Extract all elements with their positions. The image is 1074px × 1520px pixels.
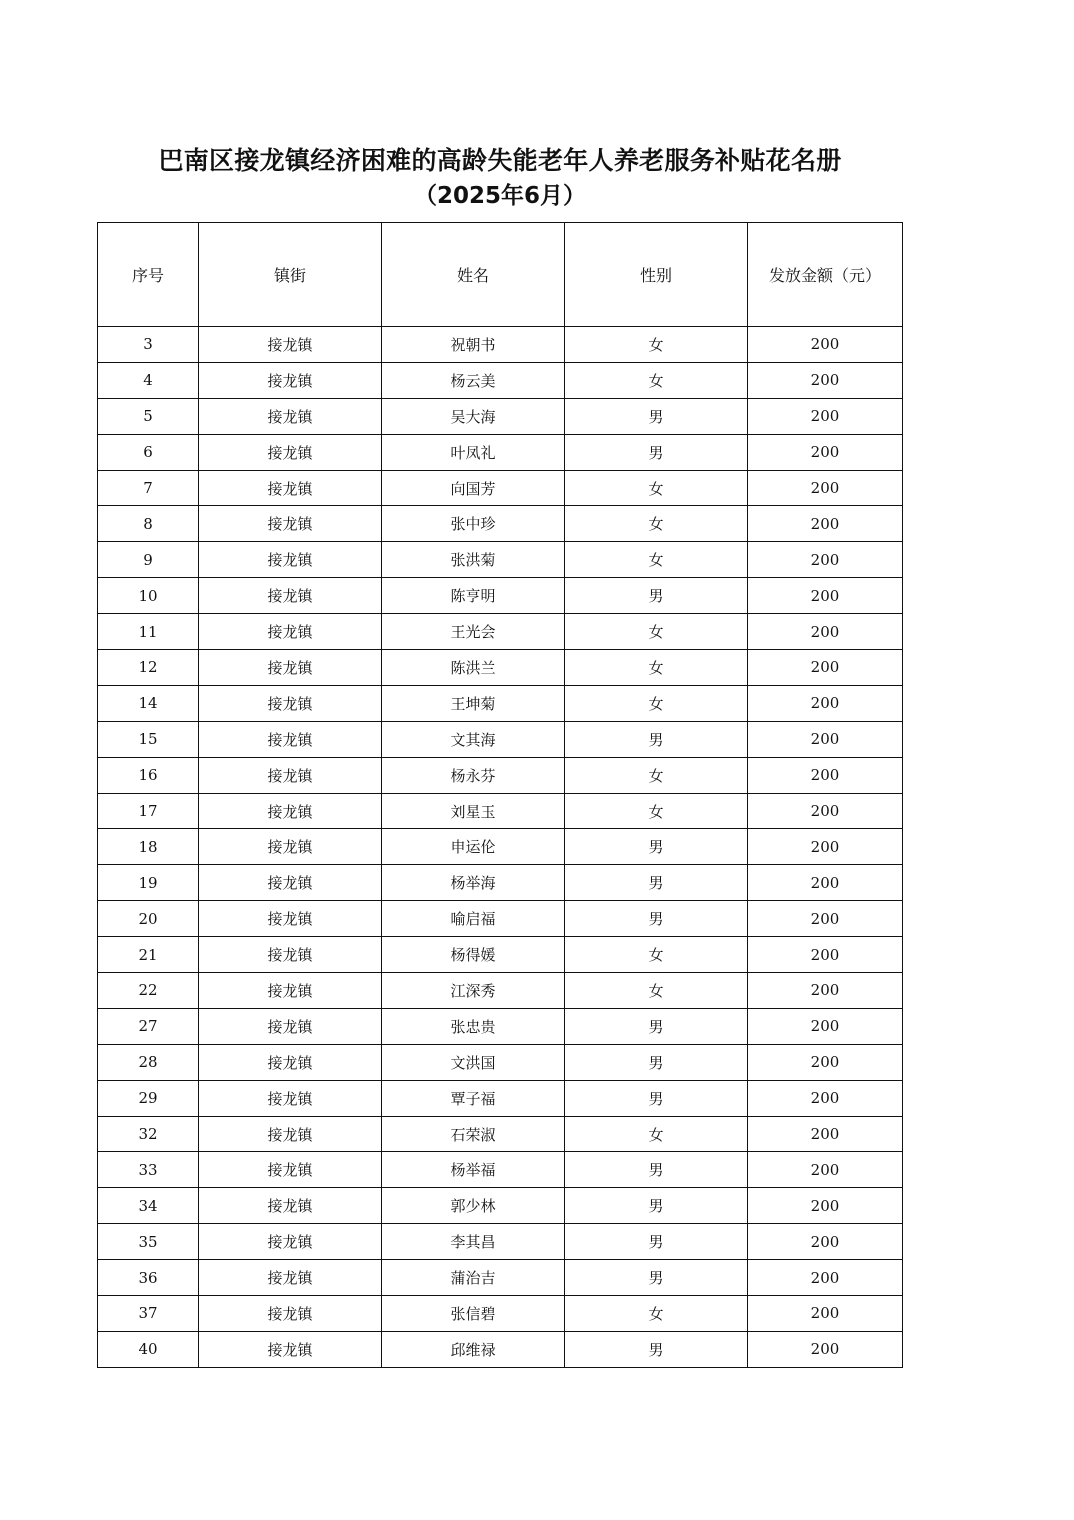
cell-gender: 女	[565, 937, 748, 973]
header-amount: 发放金额（元）	[748, 223, 903, 327]
cell-town: 接龙镇	[199, 362, 382, 398]
cell-index: 36	[98, 1260, 199, 1296]
cell-amount: 200	[748, 1296, 903, 1332]
cell-name: 祝朝书	[382, 327, 565, 363]
cell-amount: 200	[748, 901, 903, 937]
cell-amount: 200	[748, 542, 903, 578]
cell-town: 接龙镇	[199, 327, 382, 363]
header-index: 序号	[98, 223, 199, 327]
cell-gender: 男	[565, 578, 748, 614]
cell-town: 接龙镇	[199, 685, 382, 721]
cell-gender: 男	[565, 1188, 748, 1224]
cell-town: 接龙镇	[199, 578, 382, 614]
cell-amount: 200	[748, 434, 903, 470]
document-period: （2025年6月）	[413, 183, 587, 209]
cell-gender: 男	[565, 1260, 748, 1296]
cell-town: 接龙镇	[199, 793, 382, 829]
cell-index: 27	[98, 1008, 199, 1044]
cell-town: 接龙镇	[199, 1331, 382, 1367]
cell-amount: 200	[748, 1152, 903, 1188]
cell-name: 邱维禄	[382, 1331, 565, 1367]
cell-name: 杨云美	[382, 362, 565, 398]
cell-town: 接龙镇	[199, 937, 382, 973]
cell-index: 21	[98, 937, 199, 973]
cell-index: 8	[98, 506, 199, 542]
cell-name: 向国芳	[382, 470, 565, 506]
cell-name: 江深秀	[382, 973, 565, 1009]
cell-gender: 女	[565, 650, 748, 686]
table-row	[98, 937, 903, 973]
cell-gender: 女	[565, 327, 748, 363]
cell-index: 20	[98, 901, 199, 937]
cell-name: 杨举海	[382, 865, 565, 901]
cell-amount: 200	[748, 1260, 903, 1296]
header-gender: 性别	[565, 223, 748, 327]
cell-name: 杨得媛	[382, 937, 565, 973]
cell-index: 18	[98, 829, 199, 865]
cell-gender: 男	[565, 1152, 748, 1188]
cell-town: 接龙镇	[199, 829, 382, 865]
cell-name: 叶凤礼	[382, 434, 565, 470]
cell-amount: 200	[748, 685, 903, 721]
table-row	[98, 1080, 903, 1116]
table-row	[98, 721, 903, 757]
cell-index: 9	[98, 542, 199, 578]
table-row	[98, 434, 903, 470]
cell-town: 接龙镇	[199, 865, 382, 901]
table-row	[98, 1044, 903, 1080]
table-row	[98, 650, 903, 686]
cell-index: 5	[98, 398, 199, 434]
table-row	[98, 973, 903, 1009]
cell-index: 35	[98, 1224, 199, 1260]
table-row	[98, 470, 903, 506]
cell-index: 6	[98, 434, 199, 470]
table-row	[98, 1224, 903, 1260]
cell-town: 接龙镇	[199, 1152, 382, 1188]
cell-amount: 200	[748, 650, 903, 686]
cell-town: 接龙镇	[199, 757, 382, 793]
cell-index: 32	[98, 1116, 199, 1152]
cell-town: 接龙镇	[199, 1116, 382, 1152]
cell-town: 接龙镇	[199, 901, 382, 937]
cell-gender: 女	[565, 614, 748, 650]
cell-amount: 200	[748, 1188, 903, 1224]
cell-name: 文洪国	[382, 1044, 565, 1080]
cell-amount: 200	[748, 1008, 903, 1044]
cell-gender: 男	[565, 829, 748, 865]
cell-town: 接龙镇	[199, 1260, 382, 1296]
cell-town: 接龙镇	[199, 1044, 382, 1080]
table-row	[98, 865, 903, 901]
cell-name: 陈亨明	[382, 578, 565, 614]
header-name: 姓名	[382, 223, 565, 327]
cell-gender: 女	[565, 1296, 748, 1332]
cell-index: 11	[98, 614, 199, 650]
cell-amount: 200	[748, 1224, 903, 1260]
cell-amount: 200	[748, 362, 903, 398]
cell-town: 接龙镇	[199, 721, 382, 757]
cell-gender: 男	[565, 721, 748, 757]
cell-amount: 200	[748, 470, 903, 506]
cell-index: 40	[98, 1331, 199, 1367]
cell-gender: 女	[565, 685, 748, 721]
cell-amount: 200	[748, 721, 903, 757]
cell-gender: 男	[565, 1080, 748, 1116]
cell-name: 王光会	[382, 614, 565, 650]
cell-gender: 男	[565, 434, 748, 470]
cell-town: 接龙镇	[199, 398, 382, 434]
cell-town: 接龙镇	[199, 1008, 382, 1044]
table-row	[98, 901, 903, 937]
cell-name: 王坤菊	[382, 685, 565, 721]
table-row	[98, 614, 903, 650]
cell-index: 7	[98, 470, 199, 506]
cell-amount: 200	[748, 757, 903, 793]
cell-name: 杨举福	[382, 1152, 565, 1188]
cell-amount: 200	[748, 865, 903, 901]
cell-gender: 男	[565, 1331, 748, 1367]
cell-town: 接龙镇	[199, 1080, 382, 1116]
cell-town: 接龙镇	[199, 614, 382, 650]
cell-name: 张忠贵	[382, 1008, 565, 1044]
cell-index: 19	[98, 865, 199, 901]
table-row	[98, 1188, 903, 1224]
table-row	[98, 757, 903, 793]
table-row	[98, 1331, 903, 1367]
table-row	[98, 578, 903, 614]
cell-index: 4	[98, 362, 199, 398]
cell-gender: 女	[565, 757, 748, 793]
cell-gender: 男	[565, 865, 748, 901]
cell-amount: 200	[748, 578, 903, 614]
cell-gender: 女	[565, 470, 748, 506]
cell-town: 接龙镇	[199, 650, 382, 686]
cell-amount: 200	[748, 1331, 903, 1367]
cell-town: 接龙镇	[199, 973, 382, 1009]
cell-index: 14	[98, 685, 199, 721]
cell-index: 15	[98, 721, 199, 757]
cell-index: 22	[98, 973, 199, 1009]
cell-town: 接龙镇	[199, 1296, 382, 1332]
cell-town: 接龙镇	[199, 506, 382, 542]
cell-gender: 男	[565, 398, 748, 434]
cell-name: 刘星玉	[382, 793, 565, 829]
cell-name: 蒲治吉	[382, 1260, 565, 1296]
table-header	[98, 223, 903, 327]
table-row	[98, 793, 903, 829]
cell-index: 16	[98, 757, 199, 793]
cell-gender: 女	[565, 1116, 748, 1152]
cell-amount: 200	[748, 614, 903, 650]
cell-name: 喻启福	[382, 901, 565, 937]
cell-town: 接龙镇	[199, 434, 382, 470]
cell-amount: 200	[748, 793, 903, 829]
cell-gender: 女	[565, 542, 748, 578]
cell-name: 陈洪兰	[382, 650, 565, 686]
cell-gender: 男	[565, 1008, 748, 1044]
cell-town: 接龙镇	[199, 470, 382, 506]
cell-amount: 200	[748, 937, 903, 973]
cell-amount: 200	[748, 506, 903, 542]
cell-gender: 女	[565, 793, 748, 829]
cell-name: 李其昌	[382, 1224, 565, 1260]
table-row	[98, 1116, 903, 1152]
cell-name: 吴大海	[382, 398, 565, 434]
cell-gender: 女	[565, 362, 748, 398]
cell-gender: 男	[565, 901, 748, 937]
table-row	[98, 685, 903, 721]
cell-amount: 200	[748, 1044, 903, 1080]
cell-index: 12	[98, 650, 199, 686]
cell-amount: 200	[748, 973, 903, 1009]
table-row	[98, 1008, 903, 1044]
cell-town: 接龙镇	[199, 1224, 382, 1260]
header-town: 镇街	[199, 223, 382, 327]
cell-index: 17	[98, 793, 199, 829]
table-row	[98, 1296, 903, 1332]
header-row	[98, 223, 903, 327]
cell-amount: 200	[748, 398, 903, 434]
cell-amount: 200	[748, 327, 903, 363]
table-body	[98, 327, 903, 1368]
cell-index: 34	[98, 1188, 199, 1224]
table-row	[98, 829, 903, 865]
cell-index: 33	[98, 1152, 199, 1188]
table-row	[98, 1152, 903, 1188]
subsidy-roster-table	[97, 222, 903, 1368]
table-row	[98, 542, 903, 578]
cell-index: 10	[98, 578, 199, 614]
cell-name: 张洪菊	[382, 542, 565, 578]
table-row	[98, 362, 903, 398]
cell-name: 覃子福	[382, 1080, 565, 1116]
cell-name: 郭少林	[382, 1188, 565, 1224]
cell-name: 石荣淑	[382, 1116, 565, 1152]
cell-index: 37	[98, 1296, 199, 1332]
cell-name: 文其海	[382, 721, 565, 757]
cell-name: 张信碧	[382, 1296, 565, 1332]
cell-index: 29	[98, 1080, 199, 1116]
cell-name: 杨永芬	[382, 757, 565, 793]
cell-name: 申运伦	[382, 829, 565, 865]
table-row	[98, 1260, 903, 1296]
table-row	[98, 506, 903, 542]
cell-index: 3	[98, 327, 199, 363]
cell-amount: 200	[748, 1080, 903, 1116]
cell-gender: 女	[565, 973, 748, 1009]
cell-gender: 男	[565, 1224, 748, 1260]
table-row	[98, 327, 903, 363]
cell-amount: 200	[748, 829, 903, 865]
table-row	[98, 398, 903, 434]
cell-gender: 女	[565, 506, 748, 542]
cell-town: 接龙镇	[199, 542, 382, 578]
cell-index: 28	[98, 1044, 199, 1080]
cell-gender: 男	[565, 1044, 748, 1080]
cell-name: 张中珍	[382, 506, 565, 542]
cell-amount: 200	[748, 1116, 903, 1152]
document-title: 巴南区接龙镇经济困难的高龄失能老年人养老服务补贴花名册	[158, 146, 842, 175]
cell-town: 接龙镇	[199, 1188, 382, 1224]
